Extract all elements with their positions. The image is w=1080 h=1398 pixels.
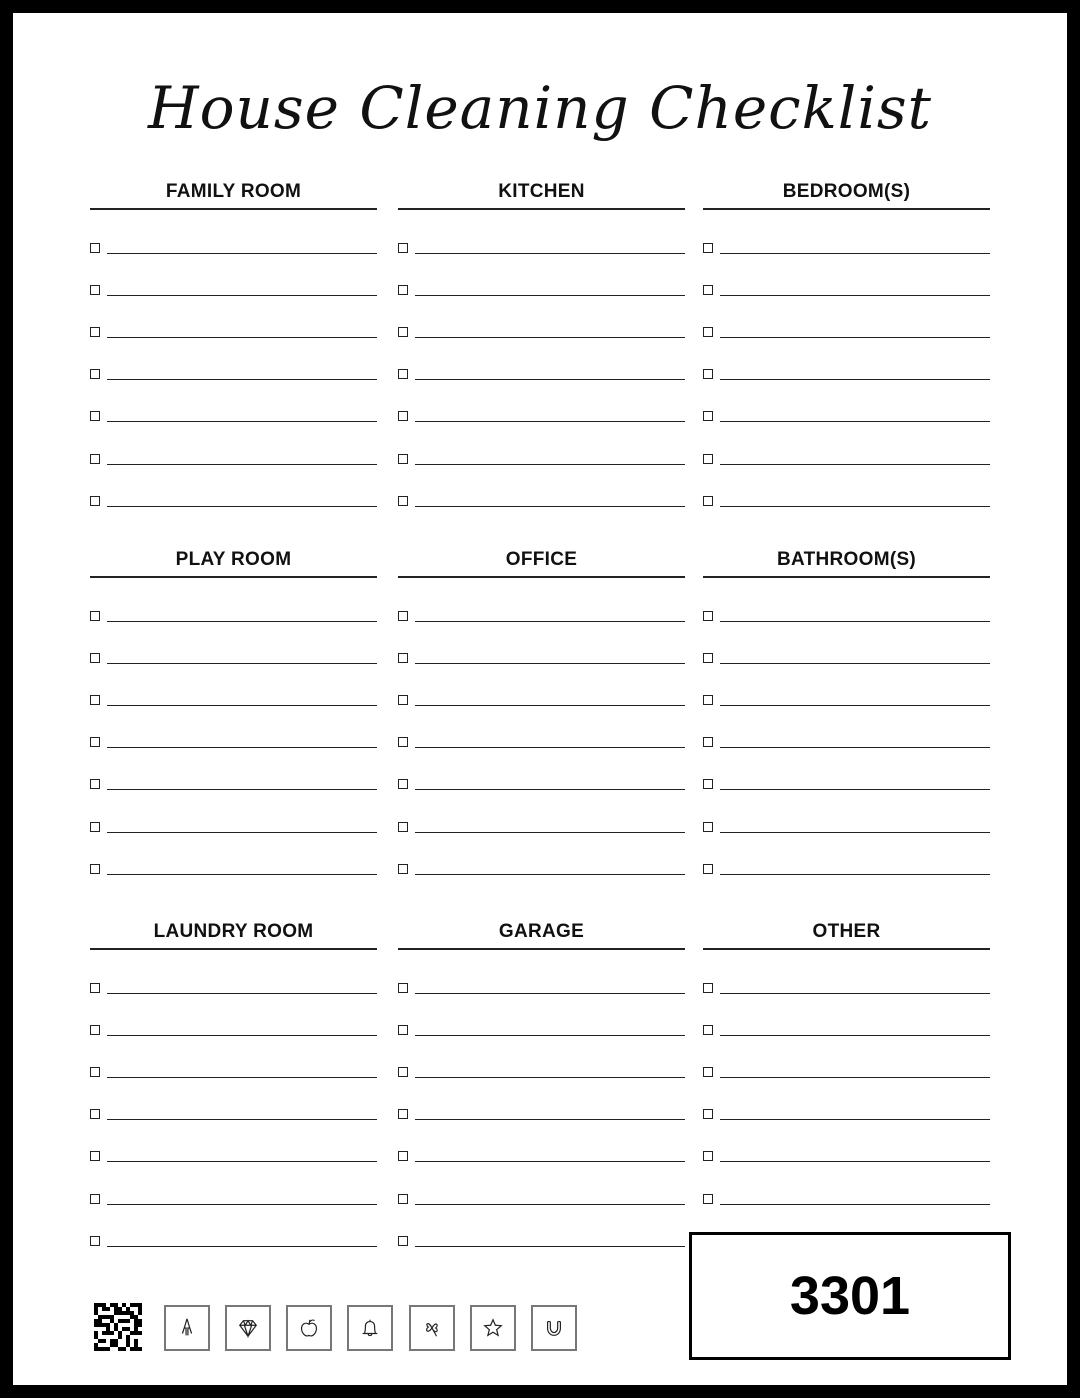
checkbox[interactable] (703, 611, 713, 621)
checkbox[interactable] (90, 653, 100, 663)
checkbox[interactable] (398, 695, 408, 705)
write-in-line[interactable] (720, 1077, 990, 1078)
checklist-item[interactable] (90, 776, 377, 796)
checklist-item[interactable] (398, 1191, 685, 1211)
checkbox[interactable] (90, 779, 100, 789)
write-in-line[interactable] (720, 379, 990, 380)
write-in-line[interactable] (107, 421, 377, 422)
write-in-line[interactable] (720, 1035, 990, 1036)
checklist-item[interactable] (703, 1106, 990, 1126)
checklist-item[interactable] (398, 776, 685, 796)
checkbox[interactable] (90, 285, 100, 295)
write-in-line[interactable] (107, 1161, 377, 1162)
checklist-page (13, 13, 1067, 1385)
checklist-item[interactable] (90, 240, 377, 260)
checkbox[interactable] (398, 611, 408, 621)
checklist-item[interactable] (703, 980, 990, 1000)
write-in-line[interactable] (720, 1119, 990, 1120)
checkbox[interactable] (398, 822, 408, 832)
write-in-line[interactable] (720, 337, 990, 338)
checkbox[interactable] (90, 1025, 100, 1035)
write-in-line[interactable] (720, 705, 990, 706)
write-in-line[interactable] (720, 1204, 990, 1205)
section-heading: OTHER (703, 918, 990, 950)
write-in-line[interactable] (107, 464, 377, 465)
checkbox[interactable] (703, 243, 713, 253)
checklist-item[interactable] (90, 861, 377, 881)
write-in-line[interactable] (107, 663, 377, 664)
checkbox[interactable] (90, 737, 100, 747)
checkbox[interactable] (90, 411, 100, 421)
checklist-item[interactable] (703, 608, 990, 628)
checklist-item[interactable] (398, 1148, 685, 1168)
checkbox[interactable] (90, 822, 100, 832)
checklist-item[interactable] (703, 324, 990, 344)
checklist-item[interactable] (398, 1233, 685, 1253)
checklist-item[interactable] (398, 692, 685, 712)
checklist-item[interactable] (90, 1106, 377, 1126)
write-in-line[interactable] (415, 295, 685, 296)
checklist-item[interactable] (90, 451, 377, 471)
write-in-line[interactable] (415, 1161, 685, 1162)
checklist-item[interactable] (90, 734, 377, 754)
checklist-item[interactable] (398, 734, 685, 754)
checklist-item[interactable] (90, 324, 377, 344)
write-in-line[interactable] (415, 337, 685, 338)
checklist-item[interactable] (90, 1148, 377, 1168)
checkbox[interactable] (703, 285, 713, 295)
checkbox[interactable] (398, 369, 408, 379)
bell-icon (359, 1317, 381, 1339)
checkbox[interactable] (398, 1194, 408, 1204)
write-in-line[interactable] (415, 506, 685, 507)
checkbox[interactable] (703, 411, 713, 421)
checkbox[interactable] (90, 496, 100, 506)
checklist-item[interactable] (90, 608, 377, 628)
checkbox[interactable] (90, 1067, 100, 1077)
id-number-box (689, 1232, 1011, 1360)
checkbox[interactable] (398, 983, 408, 993)
checklist-item[interactable] (703, 493, 990, 513)
write-in-line[interactable] (107, 1204, 377, 1205)
write-in-line[interactable] (720, 832, 990, 833)
checklist-item[interactable] (90, 650, 377, 670)
checklist-item[interactable] (398, 1022, 685, 1042)
checklist-item[interactable] (398, 451, 685, 471)
checklist-item[interactable] (703, 861, 990, 881)
checklist-item[interactable] (90, 408, 377, 428)
checkbox[interactable] (398, 496, 408, 506)
checkbox[interactable] (398, 1109, 408, 1119)
write-in-line[interactable] (107, 337, 377, 338)
clover-icon (421, 1317, 443, 1339)
checkbox[interactable] (398, 864, 408, 874)
checkbox[interactable] (398, 737, 408, 747)
checkbox[interactable] (90, 369, 100, 379)
checklist-item[interactable] (703, 1148, 990, 1168)
checkbox[interactable] (703, 983, 713, 993)
write-in-line[interactable] (415, 1035, 685, 1036)
checklist-item[interactable] (398, 650, 685, 670)
write-in-line[interactable] (415, 993, 685, 994)
checklist-item[interactable] (90, 692, 377, 712)
write-in-line[interactable] (415, 1077, 685, 1078)
clover-tile (409, 1305, 455, 1351)
checkbox[interactable] (703, 369, 713, 379)
checkbox[interactable] (703, 1067, 713, 1077)
checkbox[interactable] (703, 864, 713, 874)
write-in-line[interactable] (720, 993, 990, 994)
write-in-line[interactable] (415, 663, 685, 664)
write-in-line[interactable] (107, 874, 377, 875)
section-heading: LAUNDRY ROOM (90, 918, 377, 950)
checkbox[interactable] (398, 1025, 408, 1035)
checklist-item[interactable] (90, 366, 377, 386)
section-heading: BEDROOM(S) (703, 178, 990, 210)
checklist-item[interactable] (90, 493, 377, 513)
checkbox[interactable] (703, 653, 713, 663)
checkbox[interactable] (398, 779, 408, 789)
write-in-line[interactable] (415, 874, 685, 875)
write-in-line[interactable] (720, 663, 990, 664)
checklist-item[interactable] (703, 408, 990, 428)
section-heading: OFFICE (398, 546, 685, 578)
star-icon (482, 1317, 504, 1339)
checkbox[interactable] (703, 695, 713, 705)
write-in-line[interactable] (720, 506, 990, 507)
rocket-tile (164, 1305, 210, 1351)
checklist-item[interactable] (703, 650, 990, 670)
write-in-line[interactable] (107, 253, 377, 254)
id-number: 3301 (789, 1266, 911, 1326)
checklist-item[interactable] (398, 493, 685, 513)
checklist-item[interactable] (398, 324, 685, 344)
checklist-item[interactable] (703, 1191, 990, 1211)
write-in-line[interactable] (720, 1161, 990, 1162)
write-in-line[interactable] (415, 789, 685, 790)
checkbox[interactable] (90, 454, 100, 464)
write-in-line[interactable] (107, 832, 377, 833)
section-heading: BATHROOM(S) (703, 546, 990, 578)
write-in-line[interactable] (107, 1246, 377, 1247)
horseshoe-tile (531, 1305, 577, 1351)
write-in-line[interactable] (107, 747, 377, 748)
qr-code-icon (94, 1303, 142, 1351)
checklist-item[interactable] (90, 1191, 377, 1211)
write-in-line[interactable] (107, 295, 377, 296)
write-in-line[interactable] (107, 993, 377, 994)
checkbox[interactable] (398, 454, 408, 464)
write-in-line[interactable] (720, 464, 990, 465)
checkbox[interactable] (398, 243, 408, 253)
checkbox[interactable] (703, 1025, 713, 1035)
write-in-line[interactable] (720, 621, 990, 622)
checklist-item[interactable] (90, 980, 377, 1000)
checklist-item[interactable] (703, 240, 990, 260)
checkbox[interactable] (398, 1151, 408, 1161)
checkbox[interactable] (398, 1067, 408, 1077)
checklist-item[interactable] (703, 776, 990, 796)
page-title: House Cleaning Checklist (148, 74, 932, 142)
checkbox[interactable] (703, 737, 713, 747)
checkbox[interactable] (90, 1151, 100, 1161)
checklist-item[interactable] (90, 819, 377, 839)
write-in-line[interactable] (415, 1204, 685, 1205)
checkbox[interactable] (703, 779, 713, 789)
checklist-item[interactable] (703, 1064, 990, 1084)
checkbox[interactable] (90, 243, 100, 253)
checklist-item[interactable] (90, 1022, 377, 1042)
write-in-line[interactable] (720, 747, 990, 748)
write-in-line[interactable] (107, 379, 377, 380)
checklist-item[interactable] (703, 819, 990, 839)
section-heading: PLAY ROOM (90, 546, 377, 578)
checklist-item[interactable] (398, 282, 685, 302)
rocket-icon (176, 1317, 198, 1339)
checkbox[interactable] (703, 454, 713, 464)
checklist-item[interactable] (90, 282, 377, 302)
write-in-line[interactable] (415, 705, 685, 706)
write-in-line[interactable] (415, 747, 685, 748)
checklist-item[interactable] (703, 451, 990, 471)
write-in-line[interactable] (415, 621, 685, 622)
diamond-icon (237, 1317, 259, 1339)
checklist-item[interactable] (398, 366, 685, 386)
checklist-item[interactable] (703, 366, 990, 386)
write-in-line[interactable] (107, 621, 377, 622)
write-in-line[interactable] (107, 506, 377, 507)
checklist-item[interactable] (90, 1064, 377, 1084)
write-in-line[interactable] (415, 832, 685, 833)
checklist-item[interactable] (398, 240, 685, 260)
checklist-item[interactable] (398, 408, 685, 428)
write-in-line[interactable] (415, 1119, 685, 1120)
checkbox[interactable] (703, 1194, 713, 1204)
checkbox[interactable] (90, 1194, 100, 1204)
checkbox[interactable] (703, 496, 713, 506)
write-in-line[interactable] (107, 1119, 377, 1120)
write-in-line[interactable] (107, 789, 377, 790)
checklist-item[interactable] (90, 1233, 377, 1253)
checklist-item[interactable] (398, 1064, 685, 1084)
checklist-item[interactable] (703, 282, 990, 302)
write-in-line[interactable] (415, 1246, 685, 1247)
write-in-line[interactable] (107, 705, 377, 706)
checklist-item[interactable] (703, 734, 990, 754)
checkbox[interactable] (398, 1236, 408, 1246)
write-in-line[interactable] (720, 789, 990, 790)
horseshoe-icon (543, 1317, 565, 1339)
write-in-line[interactable] (415, 253, 685, 254)
write-in-line[interactable] (720, 253, 990, 254)
write-in-line[interactable] (415, 464, 685, 465)
write-in-line[interactable] (720, 874, 990, 875)
checkbox[interactable] (703, 327, 713, 337)
section-heading: KITCHEN (398, 178, 685, 210)
checkbox[interactable] (90, 695, 100, 705)
checkbox[interactable] (703, 1109, 713, 1119)
write-in-line[interactable] (720, 421, 990, 422)
checkbox[interactable] (90, 1109, 100, 1119)
checkbox[interactable] (90, 327, 100, 337)
star-tile (470, 1305, 516, 1351)
section-heading: GARAGE (398, 918, 685, 950)
checkbox[interactable] (90, 983, 100, 993)
section-heading: FAMILY ROOM (90, 178, 377, 210)
checkbox[interactable] (90, 1236, 100, 1246)
checklist-item[interactable] (398, 980, 685, 1000)
checkbox[interactable] (398, 653, 408, 663)
apple-tile (286, 1305, 332, 1351)
checklist-item[interactable] (703, 692, 990, 712)
checklist-item[interactable] (398, 608, 685, 628)
checkbox[interactable] (90, 611, 100, 621)
checkbox[interactable] (703, 822, 713, 832)
checkbox[interactable] (398, 327, 408, 337)
checklist-item[interactable] (398, 861, 685, 881)
checklist-item[interactable] (398, 819, 685, 839)
bell-tile (347, 1305, 393, 1351)
write-in-line[interactable] (415, 379, 685, 380)
diamond-tile (225, 1305, 271, 1351)
write-in-line[interactable] (107, 1035, 377, 1036)
checklist-item[interactable] (398, 1106, 685, 1126)
checklist-item[interactable] (703, 1022, 990, 1042)
checkbox[interactable] (703, 1151, 713, 1161)
write-in-line[interactable] (720, 295, 990, 296)
checkbox[interactable] (398, 411, 408, 421)
write-in-line[interactable] (107, 1077, 377, 1078)
write-in-line[interactable] (415, 421, 685, 422)
checkbox[interactable] (90, 864, 100, 874)
apple-icon (298, 1317, 320, 1339)
checkbox[interactable] (398, 285, 408, 295)
